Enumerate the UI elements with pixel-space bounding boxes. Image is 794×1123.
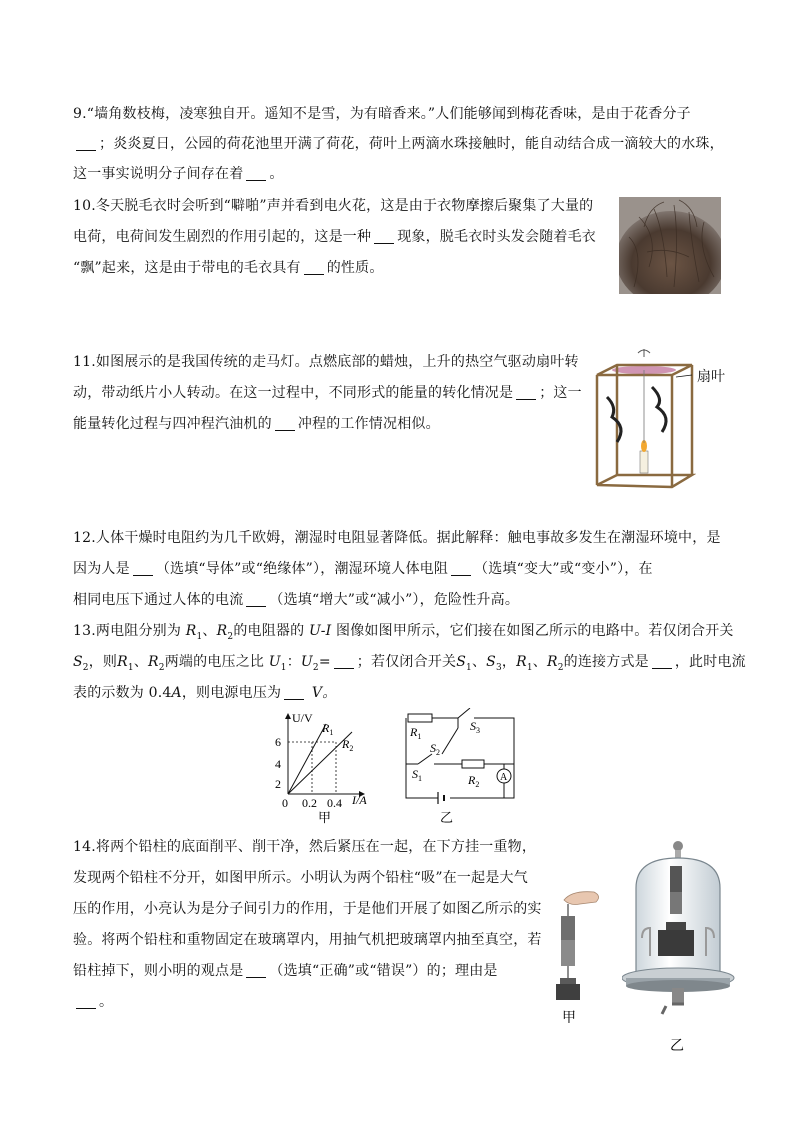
question-10-line-3: “飘”起来，这是由于带电的毛衣具有 的性质。 [73, 260, 384, 276]
graph-line-r1 [288, 724, 326, 794]
question-14-line-3: 压的作用，小亮认为是分子间引力的作用，于是他们开展了如图乙所示的实 [73, 901, 542, 917]
question-12-line-1: 12.人体干燥时电阻约为几千欧姆，潮湿时电阻显著降低。据此解释：触电事故多发生在潮湿环境中，是 [73, 530, 721, 546]
circuit-s3-label: $S_3$ [470, 719, 480, 735]
graph-y-axis-label: U/V [292, 711, 313, 725]
figure-a-caption: 甲 [562, 1011, 576, 1023]
question-13-line-1: 13.两电阻分别为 $R_1$、$R_2$的电阻器的 U-I 图像如图甲所示，它们接在如图乙所示的电路中。若仅闭合开关 [73, 623, 734, 642]
hand [564, 892, 599, 905]
answer-blank[interactable] [451, 559, 471, 576]
answer-blank[interactable] [304, 258, 324, 275]
answer-blank[interactable] [275, 414, 295, 431]
graph-x-tick: 0.4 [327, 796, 342, 810]
graph-y-tick: 2 [275, 777, 281, 791]
circuit-r2-label: $R_2$ [468, 773, 480, 789]
graph-y-tick: 4 [275, 757, 281, 771]
fan-blade-label: 扇叶 [697, 369, 725, 385]
circuit-caption: 乙 [440, 810, 454, 825]
question-9-line-1: 9.“墙角数枝梅，凌寒独自开。遥知不是雪，为有暗香来。”人们能够闻到梅花香味，是由于花香分子 [73, 106, 691, 122]
question-14-line-4: 验。将两个铅柱和重物固定在玻璃罩内，用抽气机把玻璃罩内抽至真空，若 [73, 932, 542, 948]
question-14-line-1: 14.将两个铅柱的底面削平、削干净，然后紧压在一起，在下方挂一重物， [73, 839, 537, 855]
answer-blank[interactable] [374, 227, 394, 244]
question-11-line-3: 能量转化过程与四冲程汽油机的 冲程的工作情况相似。 [73, 416, 440, 432]
answer-blank[interactable] [76, 134, 96, 151]
ammeter-label: A [500, 772, 508, 783]
question-10-line-1: 10.冬天脱毛衣时会听到“噼啪”声并看到电火花，这是由于衣物摩擦后聚集了大量的 [73, 198, 594, 214]
resistor-r1 [408, 714, 432, 722]
answer-blank[interactable] [516, 383, 536, 400]
question-14-line-5: 铅柱掉下，则小明的观点是 （选填“正确”或“错误”）的；理由是 [73, 963, 498, 979]
figure-b-caption: 乙 [670, 1039, 684, 1054]
question-12-line-2: 因为人是 （选填“导体”或“绝缘体”），潮湿环境人体电阻 （选填“变大”或“变小”），在 [73, 561, 653, 577]
graph-x-tick: 0 [282, 796, 288, 810]
answer-blank[interactable] [246, 164, 266, 181]
resistor-r2 [462, 760, 484, 768]
answer-blank[interactable] [246, 961, 266, 978]
circuit-s2-label: $S_2$ [430, 741, 440, 757]
trotting-horse-lantern-figure [592, 347, 696, 495]
answer-blank[interactable] [133, 559, 153, 576]
graph-x-axis-label: I/A [352, 793, 367, 807]
answer-blank[interactable] [76, 992, 96, 1009]
answer-blank[interactable] [284, 683, 304, 700]
graph-r2-label: $R_2$ [342, 737, 354, 753]
hanging-lead-cylinders-figure [546, 888, 602, 1023]
question-11-line-2: 动，带动纸片小人转动。在这一过程中，不同形式的能量的转化情况是 ；这一 [73, 385, 582, 401]
circuit-r1-label: $R_1$ [410, 725, 422, 741]
hair-static-photo [619, 197, 721, 294]
graph-caption: 甲 [318, 810, 332, 825]
graph-x-tick: 0.2 [302, 796, 317, 810]
question-11-line-1: 11.如图展示的是我国传统的走马灯。点燃底部的蜡烛，上升的热空气驱动扇叶转 [73, 354, 579, 370]
answer-blank[interactable] [652, 652, 672, 669]
answer-blank[interactable] [246, 590, 266, 607]
question-14-line-2: 发现两个铅柱不分开，如图甲所示。小明认为两个铅柱“吸”在一起是大气 [73, 870, 528, 886]
question-9-line-3: 这一事实说明分子间存在着 。 [73, 166, 284, 182]
bell-jar-vacuum-figure [622, 838, 738, 1056]
graph-r1-label: $R_1$ [322, 721, 334, 737]
circuit-s1-label: $S_1$ [412, 767, 422, 783]
question-13-line-3: 表的示数为 0.4A，则电源电压为 V。 [73, 685, 337, 701]
question-10-line-2: 电荷，电荷间发生剧烈的作用引起的，这是一种 现象，脱毛衣时头发会随着毛衣 [73, 229, 597, 245]
answer-blank[interactable] [334, 652, 354, 669]
question-12-line-3: 相同电压下通过人体的电流 （选填“增大”或“减小”），危险性升高。 [73, 592, 520, 608]
question-13-line-2: $S_2$，则$R_1$、$R_2$两端的电压之比 $U_1$：$U_2=$ ；若仅闭合开关$S_1$、$S_3$，$R_1$、$R_2$的连接方式是 ，此时电流 [73, 654, 746, 673]
question-9-line-2: ；炎炎夏日，公园的荷花池里开满了荷花，荷叶上两滴水珠接触时，能自动结合成一滴较大的水珠， [73, 129, 724, 160]
graph-y-tick: 6 [275, 735, 281, 749]
circuit-diagram [398, 708, 522, 826]
question-14-line-6: 。 [73, 987, 113, 1018]
u-i-graph [272, 708, 377, 826]
